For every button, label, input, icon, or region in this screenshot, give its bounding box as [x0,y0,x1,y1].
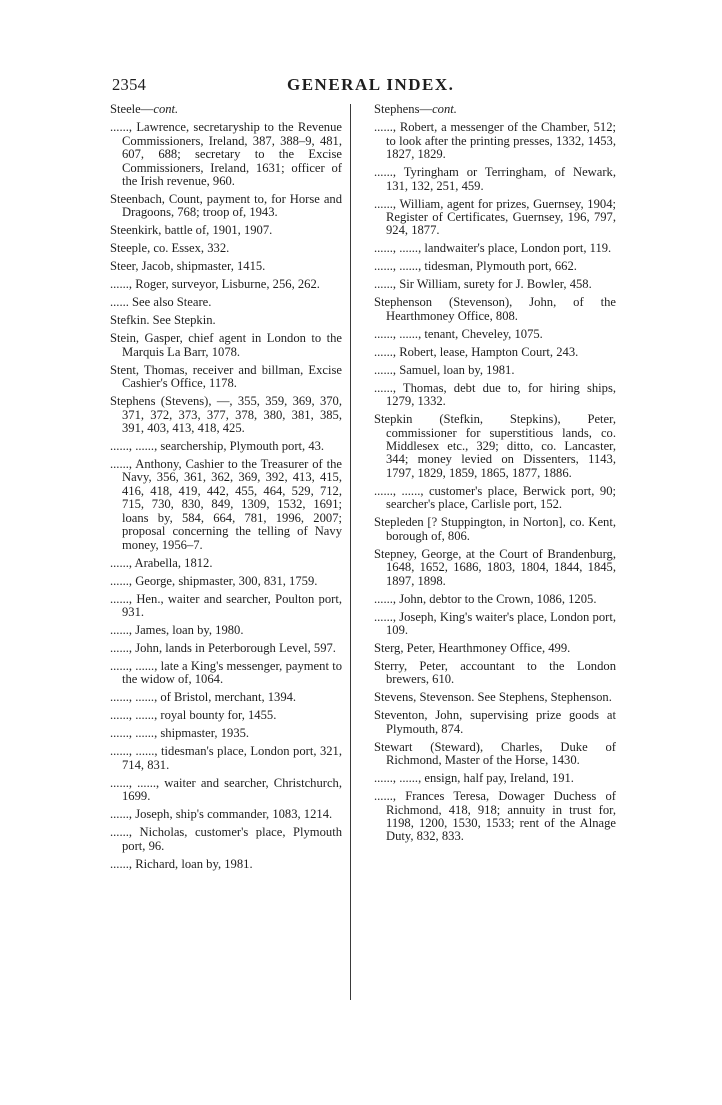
column-divider [350,104,351,1000]
index-entry: ......, William, agent for prizes, Guernsey, 1904; Register of Certificates, Guernsey, 196, 797, 924, 1877. [374,196,616,238]
index-entry: Stefkin. See Stepkin. [110,313,216,328]
right-column [374,103,616,848]
page-header [112,75,612,99]
index-entry: ......, ......, landwaiter's place, London port, 119. [374,241,612,256]
index-entry: Sterry, Peter, accountant to the London brewers, 610. [374,658,616,687]
continued-mark: cont. [432,102,457,116]
index-entry: ......, James, loan by, 1980. [110,622,244,637]
index-entry: Stephens (Stevens), —, 355, 359, 369, 370, 371, 372, 373, 377, 378, 380, 381, 385, 391, 403, 413, 418, 425. [110,394,342,436]
index-entry: ......, Frances Teresa, Dowager Duchess of Richmond, 418, 918; annuity in trust for, 1198, 1200, 1530, 1533; rent of the Alnage Duty, 832, 833. [374,789,616,844]
index-entry: ......, Richard, loan by, 1981. [110,856,253,871]
index-entry: Steer, Jacob, shipmaster, 1415. [110,259,266,274]
index-entry: ......, Joseph, King's waiter's place, London port, 109. [374,609,616,637]
page-title: GENERAL INDEX. [287,75,455,94]
left-continued-heading [110,103,342,116]
index-entry: ......, John, lands in Peterborough Level, 597. [110,640,336,655]
index-entry: Steventon, John, supervising prize goods at Plymouth, 874. [374,708,616,736]
index-entry: ......, Robert, a messenger of the Chamber, 512; to look after the printing presses, 1332, 1453, 1827, 1829. [374,120,616,162]
index-entry: ......, Samuel, loan by, 1981. [374,362,515,377]
index-entry: ......, Lawrence, secretaryship to the Revenue Commissioners, Ireland, 387, 388–9, 481, 607, 688; secretary to the Excise Commissioners, Ireland, 1631; officer of the Irish revenue, 960. [110,120,342,189]
index-entry: Stevens, Stevenson. See Stephens, Stephenson. [374,690,612,705]
continued-heading-name: Steele— [110,102,154,116]
index-entry: ......, Roger, surveyor, Lisburne, 256, 262. [110,277,320,292]
index-entry: ......, ......, shipmaster, 1935. [110,726,250,741]
index-entry: ......, ......, of Bristol, merchant, 1394. [110,690,297,705]
index-entry: ......, ......, tidesman, Plymouth port, 662. [374,259,577,274]
continued-mark: cont. [153,102,179,116]
index-entry: ......, George, shipmaster, 300, 831, 1759. [110,573,318,588]
right-continued-heading [374,103,616,116]
index-entry: ......, Anthony, Cashier to the Treasurer of the Navy, 356, 361, 362, 369, 392, 413, 415, 416, 418, 419, 442, 455, 464, 529, 712, 715, 730, 830, 849, 1309, 1532, 1691; loans by, 584, 664, 781, 1996, 2007; proposal concerning the telling of Navy money, 1956–7. [110,457,342,552]
right-entry-list [374,121,616,843]
index-entry: Stewart (Steward), Charles, Duke of Richmond, Master of the Horse, 1430. [374,739,616,768]
index-entry: ......, Tyringham or Terringham, of Newark, 131, 132, 251, 459. [374,165,616,193]
index-entry: ......, ......, late a King's messenger, payment to the widow of, 1064. [110,658,342,687]
index-entry: ......, ......, waiter and searcher, Christchurch, 1699. [110,775,342,804]
index-entry: Steenkirk, battle of, 1901, 1907. [110,223,273,238]
index-entry: ......, Joseph, ship's commander, 1083, 1214. [110,807,333,822]
index-entry: ......, Sir William, surety for J. Bowler, 458. [374,277,592,292]
index-entry: Stepney, George, at the Court of Brandenburg, 1648, 1652, 1686, 1803, 1804, 1844, 1845, 1897, 1898. [374,546,616,588]
continued-heading-name: Stephens— [374,102,433,116]
index-entry: Stent, Thomas, receiver and billman, Excise Cashier's Office, 1178. [110,362,342,391]
index-entry: ...... See also Steare. [110,295,212,310]
left-column [110,103,342,876]
index-entry: ......, Thomas, debt due to, for hiring ships, 1279, 1332. [374,380,616,409]
index-entry: Stein, Gasper, chief agent in London to the Marquis La Barr, 1078. [110,331,342,359]
index-entry: ......, ......, searchership, Plymouth port, 43. [110,439,325,454]
index-entry: ......, John, debtor to the Crown, 1086, 1205. [374,591,597,606]
index-entry: ......, ......, royal bounty for, 1455. [110,708,277,723]
page-number: 2354 [112,75,147,94]
index-entry: ......, Robert, lease, Hampton Court, 243. [374,344,579,359]
index-entry: ......, Arabella, 1812. [110,555,213,570]
index-entry: Stepleden [? Stuppington, in Norton], co. Kent, borough of, 806. [374,515,616,543]
index-entry: ......, ......, tenant, Cheveley, 1075. [374,326,543,341]
index-entry: Steenbach, Count, payment to, for Horse and Dragoons, 768; troop of, 1943. [110,192,342,220]
index-entry: ......, ......, ensign, half pay, Ireland, 191. [374,771,574,786]
index-entry: ......, Nicholas, customer's place, Plymouth port, 96. [110,825,342,853]
index-entry: Stephenson (Stevenson), John, of the Hearthmoney Office, 808. [374,295,616,323]
left-entry-list [110,121,342,871]
index-entry: Steeple, co. Essex, 332. [110,241,230,256]
index-entry: Sterg, Peter, Hearthmoney Office, 499. [374,640,571,655]
index-entry: ......, ......, tidesman's place, London port, 321, 714, 831. [110,744,342,772]
index-entry: ......, Hen., waiter and searcher, Poulton port, 931. [110,591,342,619]
index-entry: ......, ......, customer's place, Berwick port, 90; searcher's place, Carlisle port, 152. [374,483,616,512]
index-entry: Stepkin (Stefkin, Stepkins), Peter, commissioner for superstitious lands, co. Middlesex etc., 329; ditto, co. Lancaster, 344; money levied on Dissenters, 1143, 1797, 1829, 1859, 1865, 1877, 1886. [374,412,616,480]
